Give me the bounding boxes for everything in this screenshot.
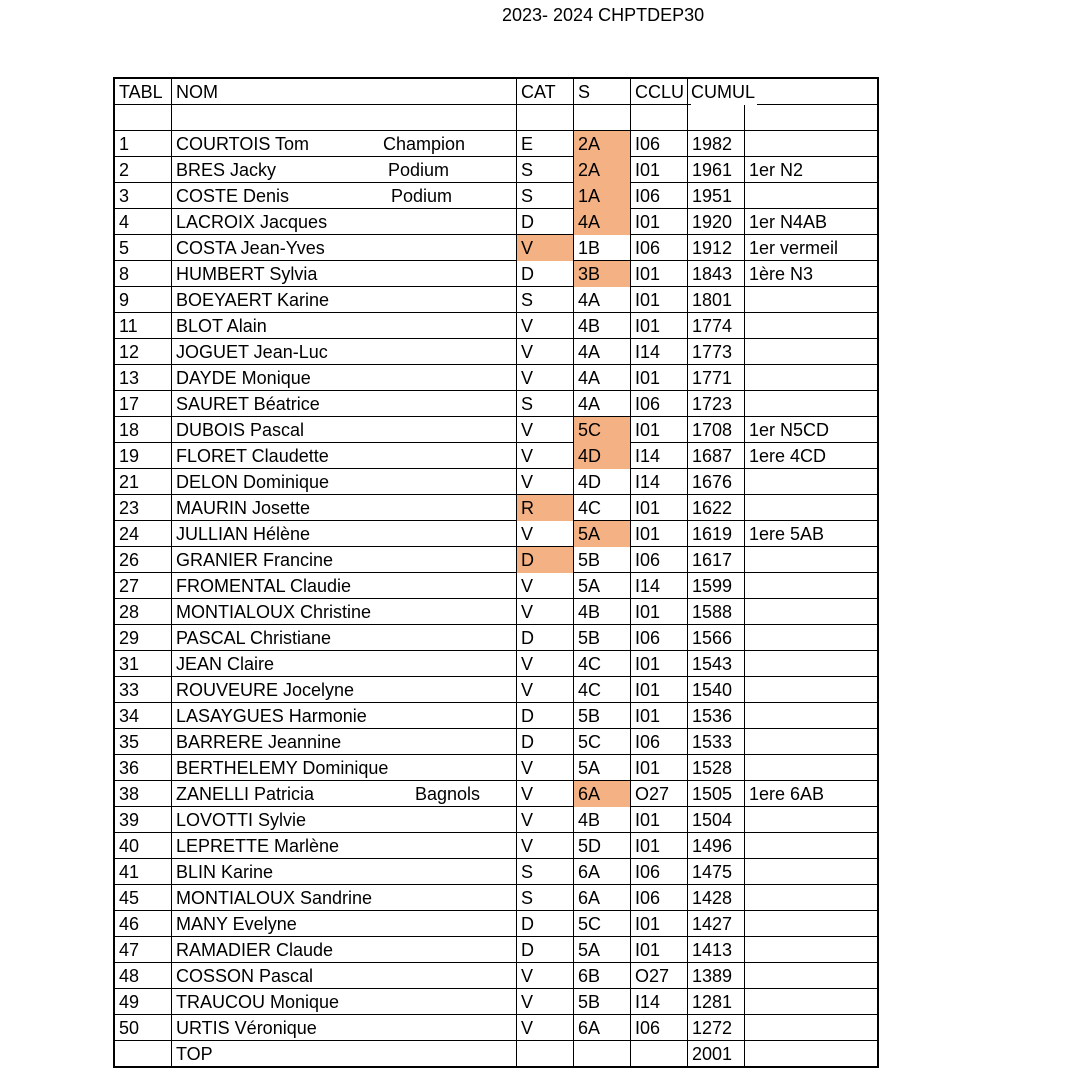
- cell-cat: V: [517, 651, 574, 677]
- cell-cat: V: [517, 989, 574, 1015]
- cell-note: [745, 365, 877, 391]
- table-row: [115, 287, 877, 313]
- table-row: [115, 313, 877, 339]
- cell-tabl: 27: [115, 573, 172, 599]
- table-row: [115, 183, 877, 209]
- cell-cat: D: [517, 547, 574, 573]
- header-cclub: CCLU: [631, 79, 688, 105]
- cell-cumul: 1920: [688, 209, 745, 235]
- cell-note: [745, 807, 877, 833]
- cell-nom: DUBOIS Pascal: [172, 417, 517, 443]
- cell-s: 4B: [574, 599, 631, 625]
- cell-s: 5A: [574, 521, 631, 547]
- cell-cclub: I06: [631, 391, 688, 417]
- cell-cclub: I01: [631, 755, 688, 781]
- cell-cumul: 1961: [688, 157, 745, 183]
- cell-note: [745, 885, 877, 911]
- cell-note: 1ere 5AB: [749, 524, 825, 544]
- cell-nom: COSTE Denis Podium: [172, 183, 517, 209]
- cell-cat: S: [517, 157, 574, 183]
- cell-cclub: I06: [631, 547, 688, 573]
- table-row: [115, 157, 877, 183]
- cell-cat: V: [517, 963, 574, 989]
- cell-note: [745, 469, 877, 495]
- cell-nom: DELON Dominique: [172, 469, 517, 495]
- cell-tabl: 11: [115, 313, 172, 339]
- cell-cclub: I01: [631, 287, 688, 313]
- cell-tabl: 36: [115, 755, 172, 781]
- cell-nom: MANY Evelyne: [172, 911, 517, 937]
- ranking-table: [113, 77, 879, 1068]
- cell-nom: COSSON Pascal: [172, 963, 517, 989]
- table-spacer-row: [115, 105, 877, 131]
- cell-nom: PASCAL Christiane: [172, 625, 517, 651]
- cell-tabl: 46: [115, 911, 172, 937]
- cell-cat: S: [517, 885, 574, 911]
- cell-cat: V: [517, 235, 574, 261]
- cell-s: 3B: [574, 261, 631, 287]
- cell-cclub: I14: [631, 443, 688, 469]
- cell-nom: TRAUCOU Monique: [172, 989, 517, 1015]
- cell-s: 4D: [574, 443, 631, 469]
- table-row: [115, 599, 877, 625]
- cell-cumul: 1951: [688, 183, 745, 209]
- cell-cclub: I06: [631, 131, 688, 157]
- cell-nom: RAMADIER Claude: [172, 937, 517, 963]
- cell-cclub: I01: [631, 703, 688, 729]
- table-row: [115, 469, 877, 495]
- cell-s: 5D: [574, 833, 631, 859]
- cell-cat: D: [517, 625, 574, 651]
- table-header-row: [115, 79, 877, 105]
- cell-note: [745, 703, 877, 729]
- cell-cumul: 1619: [688, 521, 745, 547]
- cell-s: 1B: [574, 235, 631, 261]
- cell-note: [745, 183, 877, 209]
- cell-note: 1ere 6AB: [749, 784, 825, 804]
- cell-nom: LASAYGUES Harmonie: [172, 703, 517, 729]
- cell-s: 4A: [574, 287, 631, 313]
- cell-s: 2A: [574, 157, 631, 183]
- cell-nom: FLORET Claudette: [172, 443, 517, 469]
- header-cumul: CUMUL: [691, 79, 757, 105]
- cell-cumul: 1389: [688, 963, 745, 989]
- table-row: [115, 391, 877, 417]
- cell-cclub: I06: [631, 885, 688, 911]
- table-row: [115, 625, 877, 651]
- cell-cumul: 1617: [688, 547, 745, 573]
- table-row: [115, 859, 877, 885]
- cell-cclub: I14: [631, 469, 688, 495]
- cell-cclub: I01: [631, 651, 688, 677]
- cell-cat: V: [517, 677, 574, 703]
- cell-cumul: 1272: [688, 1015, 745, 1041]
- table-row: [115, 547, 877, 573]
- table-row: [115, 677, 877, 703]
- cell-cumul: 1687: [688, 443, 745, 469]
- table-row: [115, 807, 877, 833]
- cell-note: [745, 131, 877, 157]
- cell-tabl: 39: [115, 807, 172, 833]
- cell-cumul: 1771: [688, 365, 745, 391]
- cell-s: 4A: [574, 209, 631, 235]
- row-tag: Podium: [391, 186, 453, 206]
- cell-cumul: 1475: [688, 859, 745, 885]
- cell-nom: GRANIER Francine: [172, 547, 517, 573]
- cell-cumul: 1528: [688, 755, 745, 781]
- cell-tabl: 13: [115, 365, 172, 391]
- cell-cclub: I01: [631, 911, 688, 937]
- cell-cat: R: [517, 495, 574, 521]
- cell-tabl: 33: [115, 677, 172, 703]
- cell-cclub: I01: [631, 209, 688, 235]
- cell-cumul: 1543: [688, 651, 745, 677]
- cell-s: 6B: [574, 963, 631, 989]
- cell-cat: V: [517, 755, 574, 781]
- cell-cat: S: [517, 859, 574, 885]
- cell-tabl: 5: [115, 235, 172, 261]
- table-row: [115, 209, 877, 235]
- cell-cumul: 1708: [688, 417, 745, 443]
- cell-cclub: I06: [631, 729, 688, 755]
- cell-cumul: 1504: [688, 807, 745, 833]
- cell-nom: ROUVEURE Jocelyne: [172, 677, 517, 703]
- cell-cat: V: [517, 573, 574, 599]
- cell-cclub: I14: [631, 339, 688, 365]
- cell-cclub: I01: [631, 157, 688, 183]
- table-row: [115, 365, 877, 391]
- cell-cat: D: [517, 261, 574, 287]
- table-row: [115, 963, 877, 989]
- table-row: [115, 339, 877, 365]
- cell-cclub: I06: [631, 859, 688, 885]
- cell-cumul: 1676: [688, 469, 745, 495]
- cell-cclub: O27: [631, 781, 688, 807]
- cell-cat: D: [517, 937, 574, 963]
- cell-nom: MAURIN Josette: [172, 495, 517, 521]
- cell-note: 1er vermeil: [749, 238, 839, 258]
- cell-nom: BARRERE Jeannine: [172, 729, 517, 755]
- cell-tabl: 2: [115, 157, 172, 183]
- cell-nom: JEAN Claire: [172, 651, 517, 677]
- cell-s: 5A: [574, 573, 631, 599]
- cell-nom: MONTIALOUX Christine: [172, 599, 517, 625]
- cell-note: [745, 911, 877, 937]
- cell-cat: D: [517, 703, 574, 729]
- cell-s: 5B: [574, 703, 631, 729]
- cell-cclub: O27: [631, 963, 688, 989]
- cell-note: [745, 1015, 877, 1041]
- cell-nom: LACROIX Jacques: [172, 209, 517, 235]
- table-row: [115, 937, 877, 963]
- cell-cclub: I01: [631, 261, 688, 287]
- cell-cat: V: [517, 1015, 574, 1041]
- cell-tabl: 18: [115, 417, 172, 443]
- cell-cat: D: [517, 911, 574, 937]
- cell-note: 1er N2: [749, 160, 804, 180]
- cell-s: 4B: [574, 313, 631, 339]
- cell-note: 1er N5CD: [749, 420, 830, 440]
- cell-tabl: 9: [115, 287, 172, 313]
- header-tabl: TABL: [115, 79, 172, 105]
- table-row: [115, 911, 877, 937]
- cell-note: [745, 989, 877, 1015]
- cell-tabl: 1: [115, 131, 172, 157]
- cell-s: 5C: [574, 417, 631, 443]
- cell-nom: MONTIALOUX Sandrine: [172, 885, 517, 911]
- header-cat: CAT: [517, 79, 574, 105]
- cell-cclub: I01: [631, 313, 688, 339]
- cell-s: 4C: [574, 495, 631, 521]
- cell-tabl: 45: [115, 885, 172, 911]
- table-row: [115, 833, 877, 859]
- cell-nom: JOGUET Jean-Luc: [172, 339, 517, 365]
- cell-s: 4A: [574, 339, 631, 365]
- cell-cclub: I06: [631, 625, 688, 651]
- cell-note: [745, 729, 877, 755]
- cell-tabl: 38: [115, 781, 172, 807]
- cell-cumul: 1622: [688, 495, 745, 521]
- cell-s: 5A: [574, 937, 631, 963]
- cell-cat: S: [517, 391, 574, 417]
- cell-note: [745, 651, 877, 677]
- cell-note: [745, 859, 877, 885]
- table-row: [115, 131, 877, 157]
- cell-cat: V: [517, 833, 574, 859]
- cell-cclub: I01: [631, 807, 688, 833]
- cell-note: [745, 755, 877, 781]
- cell-s: 4D: [574, 469, 631, 495]
- cell-cat: V: [517, 443, 574, 469]
- cell-note: [745, 625, 877, 651]
- cell-nom: BOEYAERT Karine: [172, 287, 517, 313]
- table-row: [115, 989, 877, 1015]
- cell-s: 4C: [574, 677, 631, 703]
- table-row: [115, 521, 877, 547]
- cell-tabl: 28: [115, 599, 172, 625]
- cell-tabl: 8: [115, 261, 172, 287]
- cell-note: [745, 547, 877, 573]
- cell-cumul: 1505: [688, 781, 745, 807]
- cell-cat: S: [517, 183, 574, 209]
- cell-note: [745, 937, 877, 963]
- cell-cumul: 1982: [688, 131, 745, 157]
- cell-cat: V: [517, 781, 574, 807]
- table-row: [115, 443, 877, 469]
- cell-s: 5A: [574, 755, 631, 781]
- cell-tabl: 47: [115, 937, 172, 963]
- cell-cumul: 1496: [688, 833, 745, 859]
- cell-tabl: 17: [115, 391, 172, 417]
- cell-s: 5B: [574, 625, 631, 651]
- cell-cclub: I01: [631, 417, 688, 443]
- cell-s: 6A: [574, 859, 631, 885]
- cell-note: [745, 391, 877, 417]
- cell-cclub: I01: [631, 495, 688, 521]
- cell-cat: V: [517, 339, 574, 365]
- cell-cat: D: [517, 209, 574, 235]
- cell-s: 4B: [574, 807, 631, 833]
- cell-note: 1ere 4CD: [749, 446, 827, 466]
- cell-nom: URTIS Véronique: [172, 1015, 517, 1041]
- header-s: S: [574, 79, 631, 105]
- cell-s: 5B: [574, 989, 631, 1015]
- table-footer-row: [115, 1041, 877, 1067]
- cell-cumul: 1427: [688, 911, 745, 937]
- cell-cumul: 1428: [688, 885, 745, 911]
- cell-nom: BRES Jacky Podium: [172, 157, 517, 183]
- cell-tabl: 12: [115, 339, 172, 365]
- cell-note: [745, 677, 877, 703]
- header-nom: NOM: [172, 79, 517, 105]
- cell-nom: BLOT Alain: [172, 313, 517, 339]
- cell-note: 1ère N3: [749, 264, 814, 284]
- cell-tabl: 19: [115, 443, 172, 469]
- cell-s: 4A: [574, 365, 631, 391]
- cell-s: 4C: [574, 651, 631, 677]
- cell-tabl: 3: [115, 183, 172, 209]
- cell-cumul: 1533: [688, 729, 745, 755]
- cell-tabl: 49: [115, 989, 172, 1015]
- cell-cumul: 1588: [688, 599, 745, 625]
- cell-tabl: 23: [115, 495, 172, 521]
- footer-cumul: 2001: [688, 1041, 745, 1067]
- cell-nom: JULLIAN Hélène: [172, 521, 517, 547]
- cell-cat: V: [517, 521, 574, 547]
- cell-cclub: I06: [631, 183, 688, 209]
- table-row: [115, 729, 877, 755]
- cell-cclub: I01: [631, 937, 688, 963]
- table-row: [115, 755, 877, 781]
- cell-tabl: 35: [115, 729, 172, 755]
- cell-tabl: 26: [115, 547, 172, 573]
- cell-nom: BERTHELEMY Dominique: [172, 755, 517, 781]
- cell-cat: V: [517, 313, 574, 339]
- cell-cat: E: [517, 131, 574, 157]
- cell-tabl: 4: [115, 209, 172, 235]
- footer-label: TOP: [172, 1041, 517, 1067]
- cell-s: 6A: [574, 1015, 631, 1041]
- table-row: [115, 573, 877, 599]
- cell-cumul: 1774: [688, 313, 745, 339]
- cell-s: 4A: [574, 391, 631, 417]
- cell-cat: S: [517, 287, 574, 313]
- table-row: [115, 261, 877, 287]
- cell-nom: BLIN Karine: [172, 859, 517, 885]
- table-row: [115, 703, 877, 729]
- cell-cclub: I06: [631, 235, 688, 261]
- cell-cclub: I01: [631, 677, 688, 703]
- table-row: [115, 651, 877, 677]
- cell-cclub: I01: [631, 599, 688, 625]
- cell-note: [745, 833, 877, 859]
- cell-note: [745, 287, 877, 313]
- cell-note: [745, 313, 877, 339]
- table-row: [115, 781, 877, 807]
- cell-tabl: 31: [115, 651, 172, 677]
- table-row: [115, 495, 877, 521]
- cell-tabl: 41: [115, 859, 172, 885]
- cell-cumul: 1843: [688, 261, 745, 287]
- cell-nom: COSTA Jean-Yves: [172, 235, 517, 261]
- table-row: [115, 1015, 877, 1041]
- cell-note: [745, 599, 877, 625]
- cell-cumul: 1599: [688, 573, 745, 599]
- cell-nom: LOVOTTI Sylvie: [172, 807, 517, 833]
- cell-s: 2A: [574, 131, 631, 157]
- cell-cumul: 1281: [688, 989, 745, 1015]
- cell-cclub: I01: [631, 833, 688, 859]
- cell-tabl: 50: [115, 1015, 172, 1041]
- cell-nom: DAYDE Monique: [172, 365, 517, 391]
- table-row: [115, 885, 877, 911]
- cell-nom: COURTOIS Tom Champion: [172, 131, 517, 157]
- cell-s: 6A: [574, 885, 631, 911]
- row-tag: Podium: [388, 160, 450, 180]
- cell-nom: ZANELLI Patricia Bagnols: [172, 781, 517, 807]
- cell-cumul: 1912: [688, 235, 745, 261]
- cell-tabl: 29: [115, 625, 172, 651]
- cell-cumul: 1540: [688, 677, 745, 703]
- cell-s: 6A: [574, 781, 631, 807]
- cell-s: 5C: [574, 911, 631, 937]
- cell-cat: V: [517, 807, 574, 833]
- cell-cat: D: [517, 729, 574, 755]
- cell-cumul: 1723: [688, 391, 745, 417]
- cell-cat: V: [517, 469, 574, 495]
- cell-nom: SAURET Béatrice: [172, 391, 517, 417]
- cell-cumul: 1801: [688, 287, 745, 313]
- cell-cat: V: [517, 417, 574, 443]
- cell-tabl: 21: [115, 469, 172, 495]
- cell-cumul: 1536: [688, 703, 745, 729]
- cell-cumul: 1773: [688, 339, 745, 365]
- row-tag: Champion: [383, 134, 466, 154]
- cell-s: 5B: [574, 547, 631, 573]
- cell-cumul: 1566: [688, 625, 745, 651]
- table-row: [115, 235, 877, 261]
- row-tag: Bagnols: [415, 784, 481, 804]
- cell-s: 1A: [574, 183, 631, 209]
- cell-s: 5C: [574, 729, 631, 755]
- cell-cclub: I06: [631, 1015, 688, 1041]
- cell-nom: FROMENTAL Claudie: [172, 573, 517, 599]
- cell-cclub: I14: [631, 573, 688, 599]
- cell-tabl: 24: [115, 521, 172, 547]
- cell-tabl: 34: [115, 703, 172, 729]
- cell-note: [745, 495, 877, 521]
- cell-cat: V: [517, 599, 574, 625]
- table-row: [115, 417, 877, 443]
- cell-note: [745, 339, 877, 365]
- cell-cumul: 1413: [688, 937, 745, 963]
- cell-nom: LEPRETTE Marlène: [172, 833, 517, 859]
- cell-cclub: I01: [631, 365, 688, 391]
- cell-nom: HUMBERT Sylvia: [172, 261, 517, 287]
- cell-note: 1er N4AB: [749, 212, 828, 232]
- document-title: 2023- 2024 CHPTDEP30: [502, 5, 705, 25]
- cell-cclub: I01: [631, 521, 688, 547]
- cell-note: [745, 963, 877, 989]
- cell-cat: V: [517, 365, 574, 391]
- cell-tabl: 40: [115, 833, 172, 859]
- cell-cclub: I14: [631, 989, 688, 1015]
- cell-note: [745, 573, 877, 599]
- cell-tabl: 48: [115, 963, 172, 989]
